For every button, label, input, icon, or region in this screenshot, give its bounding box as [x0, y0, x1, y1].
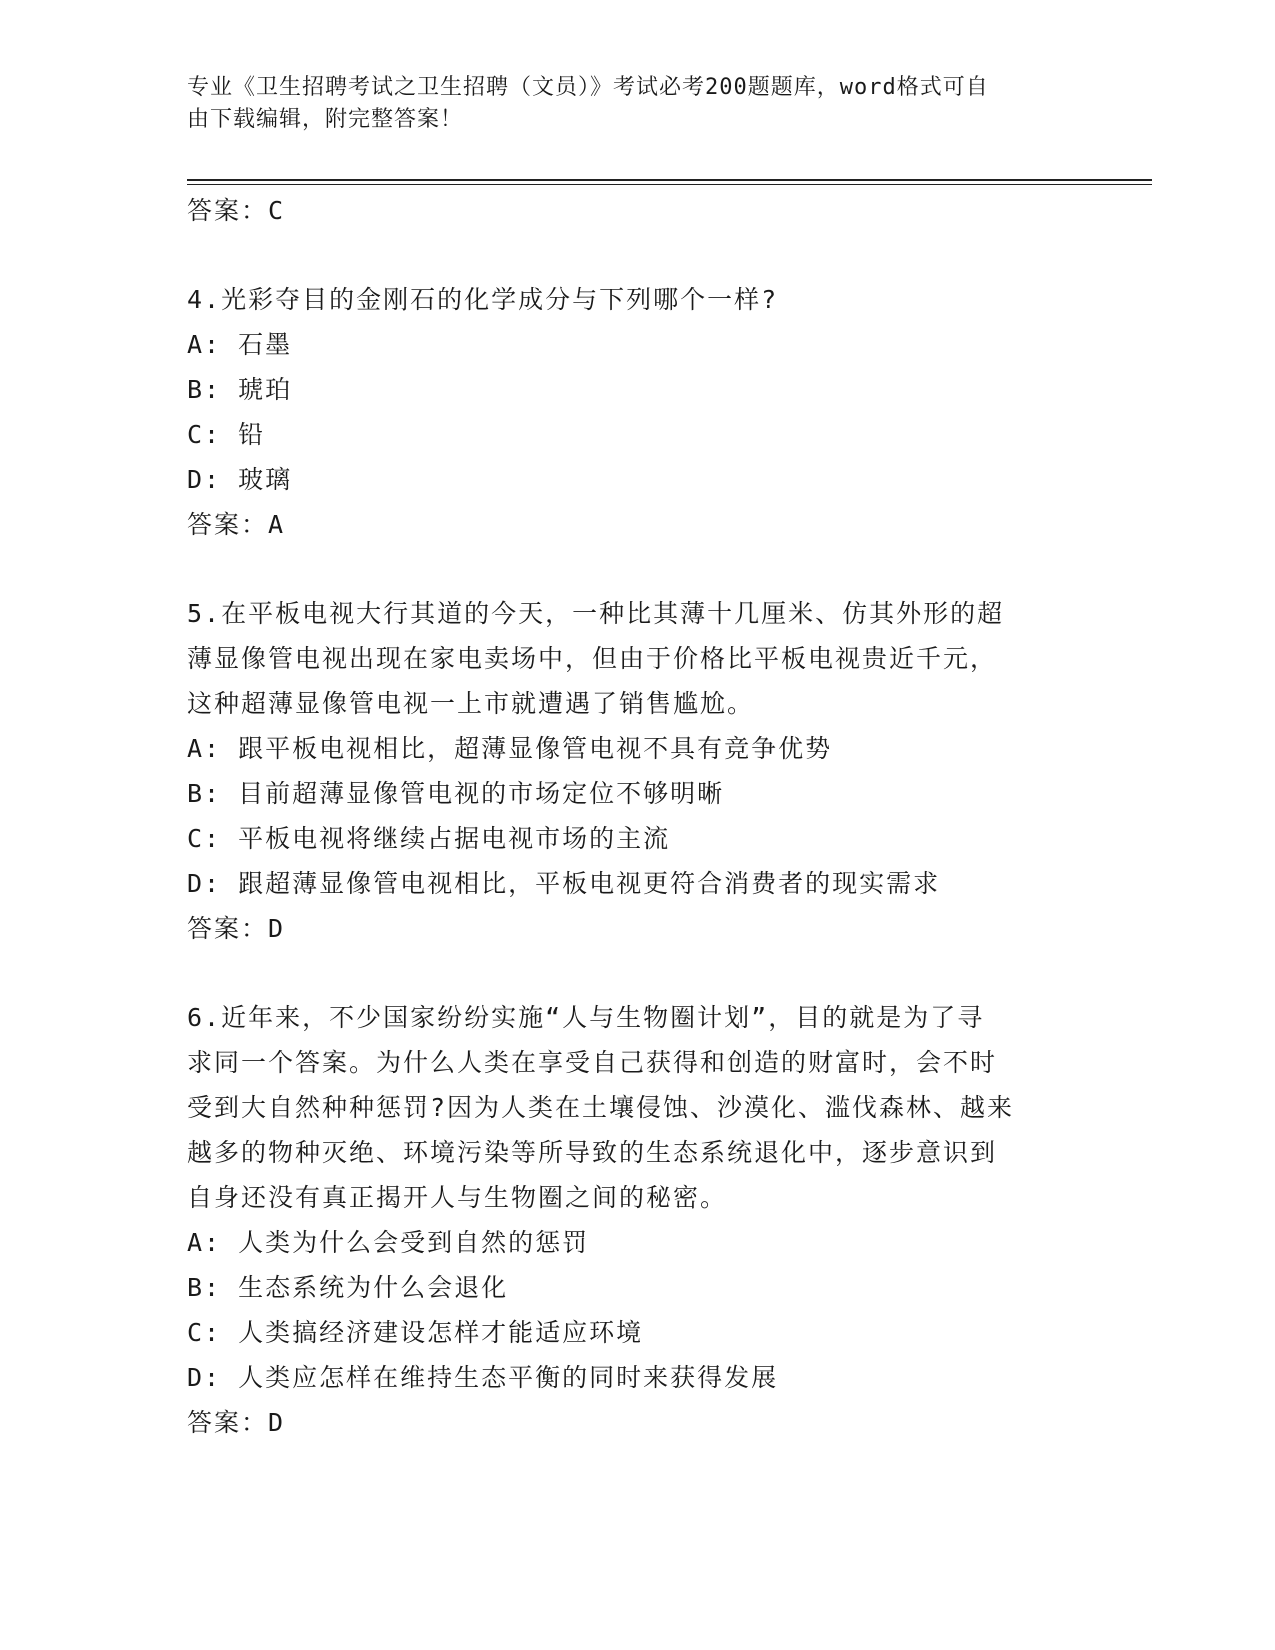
- option-a: A: 跟平板电视相比，超薄显像管电视不具有竞争优势: [187, 734, 833, 763]
- question-text-line: 6.近年来，不少国家纷纷实施“人与生物圈计划”，目的就是为了寻: [187, 1003, 985, 1032]
- question-answer: [187, 1400, 1067, 1445]
- question-text-line: 越多的物种灭绝、环境污染等所导致的生态系统退化中，逐步意识到: [187, 1138, 998, 1167]
- option-a: A: 人类为什么会受到自然的惩罚: [187, 1228, 590, 1257]
- header-divider-thick: [187, 179, 1152, 181]
- question-text-line: 求同一个答案。为什么人类在享受自己获得和创造的财富时，会不时: [187, 1048, 998, 1077]
- header-divider-thin: [187, 184, 1152, 185]
- option-d: D: 人类应怎样在维持生态平衡的同时来获得发展: [187, 1363, 779, 1392]
- question-answer: [187, 906, 1067, 951]
- option-a: A: 石墨: [187, 330, 293, 359]
- answer-label: 答案：: [187, 914, 269, 943]
- question-block: [187, 277, 1067, 547]
- option-b: B: 目前超薄显像管电视的市场定位不够明晰: [187, 779, 725, 808]
- answer-value: D: [268, 1408, 286, 1437]
- option-b: B: 生态系统为什么会退化: [187, 1273, 509, 1302]
- option-d: D: 玻璃: [187, 465, 293, 494]
- answer-value: D: [268, 914, 286, 943]
- spacer: [187, 547, 1067, 591]
- answer-value: C: [268, 196, 286, 225]
- answer-label: 答案：: [187, 196, 269, 225]
- question-text-line: 薄显像管电视出现在家电卖场中，但由于价格比平板电视贵近千元，: [187, 644, 998, 673]
- option-c: C: 平板电视将继续占据电视市场的主流: [187, 824, 671, 853]
- option-c: C: 人类搞经济建设怎样才能适应环境: [187, 1318, 644, 1347]
- previous-answer: [187, 188, 1067, 233]
- question-answer: [187, 502, 1067, 547]
- question-text-line: 5.在平板电视大行其道的今天，一种比其薄十几厘米、仿其外形的超: [187, 599, 1005, 628]
- question-content: [187, 188, 1067, 1445]
- answer-label: 答案：: [187, 1408, 269, 1437]
- answer-value: A: [268, 510, 286, 539]
- question-block: [187, 591, 1067, 951]
- option-b: B: 琥珀: [187, 375, 293, 404]
- answer-label: 答案：: [187, 510, 269, 539]
- question-block: [187, 995, 1067, 1445]
- header-line-1: 专业《卫生招聘考试之卫生招聘（文员）》考试必考200题题库，word格式可自: [187, 75, 989, 100]
- question-text-line: 自身还没有真正揭开人与生物圈之间的秘密。: [187, 1183, 728, 1212]
- spacer: [187, 233, 1067, 277]
- spacer: [187, 951, 1067, 995]
- document-header: [187, 72, 1067, 136]
- option-d: D: 跟超薄显像管电视相比，平板电视更符合消费者的现实需求: [187, 869, 941, 898]
- option-c: C: 铅: [187, 420, 266, 449]
- header-line-2: 由下载编辑，附完整答案！: [187, 107, 464, 132]
- question-text-line: 这种超薄显像管电视一上市就遭遇了销售尴尬。: [187, 689, 755, 718]
- question-text-line: 4.光彩夺目的金刚石的化学成分与下列哪个一样?: [187, 285, 779, 314]
- question-text-line: 受到大自然种种惩罚?因为人类在土壤侵蚀、沙漠化、滥伐森林、越来: [187, 1093, 1015, 1122]
